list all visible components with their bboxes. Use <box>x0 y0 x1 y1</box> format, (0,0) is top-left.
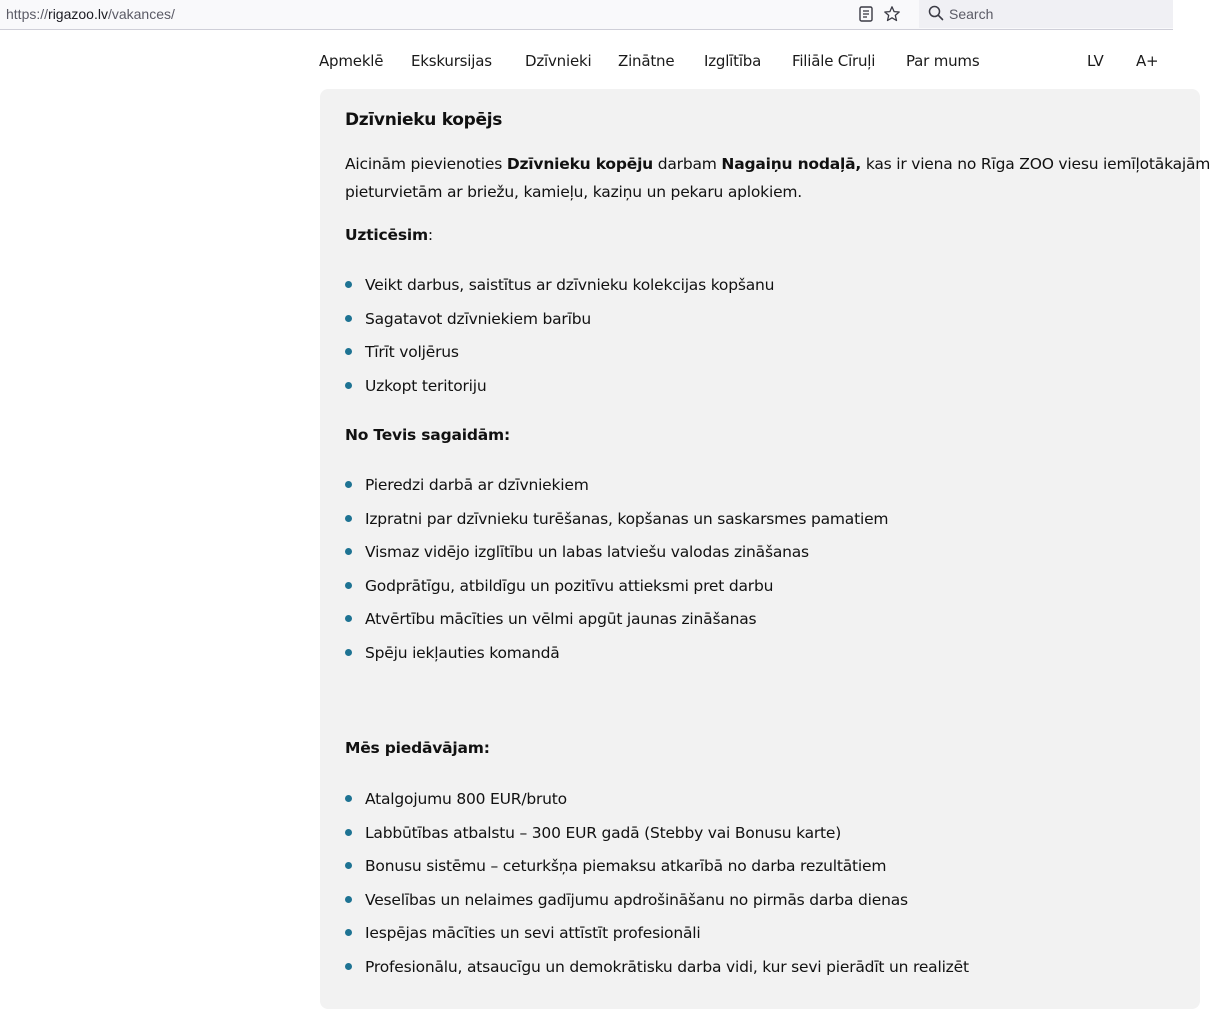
list-item-text: Atvērtību mācīties un vēlmi apgūt jaunas zināšanas <box>365 610 757 629</box>
bullet-icon <box>345 963 352 970</box>
nav-item-ekskursijas[interactable]: Ekskursijas <box>411 52 492 70</box>
list-item-text: Spēju iekļauties komandā <box>365 643 560 662</box>
list-item-text: Uzkopt teritoriju <box>365 376 487 395</box>
intro-line-2: pieturvietām ar briežu, kamieļu, kaziņu un pekaru aplokiem. <box>345 183 803 201</box>
url-prefix: https:// <box>6 6 49 22</box>
requirements-heading-label: No Tevis sagaidām: <box>345 426 510 444</box>
list-item-text: Iespējas mācīties un sevi attīstīt profesionāli <box>365 924 701 943</box>
search-icon <box>928 5 944 21</box>
duties-heading-label: Uzticēsim <box>345 226 428 244</box>
intro-text: Aicinām pievienoties <box>345 155 507 173</box>
list-item-text: Veselības un nelaimes gadījumu apdrošināšanu no pirmās darba dienas <box>365 890 908 909</box>
bullet-icon <box>345 649 352 656</box>
requirements-heading <box>345 426 510 444</box>
address-bar[interactable] <box>6 6 175 22</box>
intro-text: darbam <box>653 155 722 173</box>
bullet-icon <box>345 829 352 836</box>
list-item-text: Godprātīgu, atbildīgu un pozitīvu attieksmi pret darbu <box>365 576 774 595</box>
nav-item-dzivnieki[interactable]: Dzīvnieki <box>525 52 592 70</box>
duties-heading-colon: : <box>427 226 433 244</box>
list-item-text: Vismaz vidējo izglītību un labas latviešu valodas zināšanas <box>365 543 809 562</box>
list-item-text: Atalgojumu 800 EUR/bruto <box>365 790 567 808</box>
list-item <box>345 509 888 543</box>
list-item <box>345 475 888 509</box>
list-item <box>345 309 774 343</box>
vacancy-intro <box>345 150 1210 206</box>
intro-text: kas ir viena no Rīga ZOO viesu iemīļotākajām <box>861 155 1210 173</box>
main-navigation <box>0 31 1173 89</box>
bullet-icon <box>345 548 352 555</box>
bullet-icon <box>345 515 352 522</box>
list-item-text: Tīrīt voljērus <box>365 343 459 362</box>
list-item <box>345 856 969 890</box>
list-item <box>345 789 969 823</box>
bullet-icon <box>345 795 352 802</box>
nav-item-par-mums[interactable]: Par mums <box>906 52 980 70</box>
bullet-icon <box>345 896 352 903</box>
list-item <box>345 957 969 991</box>
list-item <box>345 643 888 677</box>
list-item <box>345 609 888 643</box>
language-switcher[interactable]: LV <box>1087 52 1104 70</box>
list-item-text: Labbūtības atbalstu – 300 EUR gadā (Stebby vai Bonusu karte) <box>365 823 842 842</box>
offer-heading-label: Mēs piedāvājam: <box>345 739 490 757</box>
list-item <box>345 542 888 576</box>
list-item-text: Veikt darbus, saistītus ar dzīvnieku kolekcijas kopšanu <box>365 276 775 294</box>
bullet-icon <box>345 382 352 389</box>
font-size-toggle[interactable]: A+ <box>1136 52 1159 70</box>
list-item-text: Pieredzi darbā ar dzīvniekiem <box>365 476 589 494</box>
duties-heading <box>345 226 433 244</box>
reader-view-icon[interactable] <box>857 5 875 23</box>
search-placeholder: Search <box>949 6 994 22</box>
nav-item-izglitiba[interactable]: Izglītība <box>704 52 762 70</box>
url-domain: rigazoo.lv <box>48 6 108 22</box>
list-item <box>345 823 969 857</box>
requirements-list <box>345 475 888 677</box>
intro-line-1 <box>345 150 1210 178</box>
list-item <box>345 923 969 957</box>
list-item <box>345 342 774 376</box>
intro-bold-department: Nagaiņu nodaļā, <box>721 155 862 173</box>
bullet-icon <box>345 315 352 322</box>
list-item-text: Sagatavot dzīvniekiem barību <box>365 309 591 328</box>
bullet-icon <box>345 481 352 488</box>
intro-bold-role: Dzīvnieku kopēju <box>506 155 654 173</box>
list-item <box>345 275 774 309</box>
browser-search-box[interactable] <box>919 0 1173 28</box>
offer-list <box>345 789 969 991</box>
bullet-icon <box>345 348 352 355</box>
list-item-text: Bonusu sistēmu – ceturkšņa piemaksu atkarībā no darba rezultātiem <box>365 857 887 876</box>
list-item <box>345 890 969 924</box>
list-item-text: Izpratni par dzīvnieku turēšanas, kopšanas un saskarsmes pamatiem <box>365 509 889 528</box>
list-item-text: Profesionālu, atsaucīgu un demokrātisku darba vidi, kur sevi pierādīt un realizēt <box>365 957 969 976</box>
duties-list <box>345 275 774 409</box>
browser-toolbar <box>0 0 1173 30</box>
nav-item-apmekle[interactable]: Apmeklē <box>319 52 384 70</box>
vacancy-title: Dzīvnieku kopējs <box>345 110 503 130</box>
bullet-icon <box>345 281 352 288</box>
nav-item-zinatne[interactable]: Zinātne <box>618 52 675 70</box>
bullet-icon <box>345 929 352 936</box>
list-item <box>345 576 888 610</box>
offer-heading <box>345 739 490 757</box>
bullet-icon <box>345 615 352 622</box>
bullet-icon <box>345 582 352 589</box>
list-item <box>345 376 774 410</box>
url-path: /vakances/ <box>107 6 175 22</box>
bullet-icon <box>345 862 352 869</box>
bookmark-star-icon[interactable] <box>883 5 901 23</box>
nav-item-filiale-ciruli[interactable]: Filiāle Cīruļi <box>792 52 876 70</box>
